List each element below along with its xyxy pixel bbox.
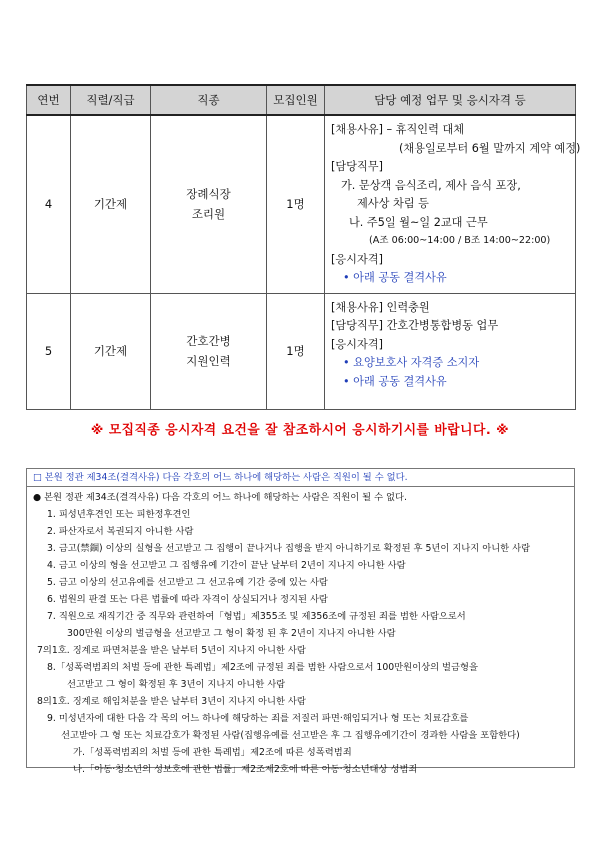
row-count: 1명 [267,293,325,409]
disqualification-box [26,468,575,775]
row-no: 4 [27,115,71,293]
row-grade: 기간제 [71,293,151,409]
rule-item: 1. 피성년후견인 또는 피한정후견인 [47,509,191,520]
row-duties [325,293,576,409]
notice-text: ※ 모집직종 응시자격 요건을 잘 참조하시어 응시하기시를 바랍니다. ※ [90,423,510,438]
row-job-line1: 간호간병 [186,334,231,348]
rule-item: 4. 금고 이상의 형을 선고받고 그 집행유예 기간이 끝난 날부터 2년이 지나지 아니한 사람 [47,560,406,571]
rule-subitem: 나.「아동·청소년의 성보호에 관한 법률」제2조제2호에 따른 아동·청소년대상 성범죄 [73,764,418,775]
table-row [27,115,576,293]
rule-item: 8의1호. 징계로 해임처분을 받은 날부터 3년이 지나지 아니한 사람 [37,696,306,707]
duty-line: • 아래 공동 결격사유 [343,374,447,388]
header-duties: 담당 예정 업무 및 응시자격 등 [325,85,576,115]
row-job [151,293,267,409]
rule-item: 5. 금고 이상의 선고유예를 선고받고 그 선고유예 기간 중에 있는 사람 [47,577,328,588]
header-job: 직종 [151,85,267,115]
duty-line: • 아래 공동 결격사유 [343,271,447,284]
rules-lead: ● 본원 정관 제34조(결격사유) 다음 각호의 어느 하나에 해당하는 사람은 직원이 될 수 없다. [33,492,407,503]
rule-item: 9. 미성년자에 대한 다음 각 목의 어느 하나에 해당하는 죄를 저질러 파면·해임되거나 형 또는 치료감호를 [47,713,469,724]
duty-line: • 요양보호사 자격증 소지자 [343,356,480,369]
row-duties [325,115,581,293]
row-job [151,115,267,293]
rules-header: □ 본원 정관 제34조(결격사유) 다음 각호의 어느 하나에 해당하는 사람은 직원이 될 수 없다. [27,469,574,487]
duty-line: 제사상 차림 등 [357,197,429,210]
rule-item-continued: 300만원 이상의 벌금형을 선고받고 그 형이 확정 된 후 2년이 지나지 아니한 사람 [67,628,396,639]
rule-item: 8.「성폭력범죄의 처벌 등에 관한 특례법」제2조에 규정된 죄를 범한 사람으로서 100만원이상의 벌금형을 [47,662,478,673]
table-row [27,293,576,409]
row-job-line1: 장례식장 [186,187,231,202]
rule-item-continued: 선고받고 그 형이 확정된 후 3년이 지나지 아니한 사람 [67,679,286,690]
header-no: 연번 [27,85,71,115]
rule-item: 3. 금고(禁錮) 이상의 실형을 선고받고 그 집행이 끝나거나 집행을 받지 아니하기로 확정된 후 5년이 지나지 아니한 사람 [47,543,531,554]
rule-subitem: 가.「성폭력범죄의 처벌 등에 관한 특례법」제2조에 따른 성폭력범죄 [73,747,352,758]
duty-line: [응시자격] [331,252,383,266]
duty-line: 가. 문상객 음식조리, 제사 음식 포장, [341,178,521,192]
row-job-line2: 조리원 [191,207,226,222]
row-grade: 기간제 [71,115,151,293]
duty-line: (A조 06:00~14:00 / B조 14:00~22:00) [369,235,551,246]
header-count: 모집인원 [267,85,325,115]
rule-item: 7의1호. 징계로 파면처분을 받은 날부터 5년이 지나지 아니한 사람 [37,645,306,656]
header-grade: 직렬/직급 [71,85,151,115]
rule-item: 6. 법원의 판결 또는 다른 법률에 따라 자격이 상실되거나 정지된 사람 [47,594,328,605]
rule-item: 7. 직원으로 재직기간 중 직무와 관련하여「형법」제355조 및 제356조에 규정된 죄를 범한 사람으로서 [47,611,466,622]
duty-line: (채용일로부터 6월 말까지 계약 예정) [399,141,581,155]
rule-item-continued: 선고받아 그 형 또는 치료감호가 확정된 사람(집행유예를 선고받은 후 그 집행유예기간이 경과한 사람을 포함한다) [61,730,520,741]
row-job-line2: 지원인력 [186,354,231,368]
duty-line: [채용사유] 인력충원 [331,300,430,314]
rule-item: 2. 파산자로서 복권되지 아니한 사람 [47,526,194,537]
duty-line: [담당직무] 간호간병통합병동 업무 [331,319,499,332]
rules-body [27,487,574,778]
duty-line: 나. 주5일 월~일 2교대 근무 [349,215,488,229]
recruitment-table [26,84,581,410]
duty-line: [채용사유] – 휴직인력 대체 [331,123,465,136]
table-header-row [27,85,576,115]
duty-line: [담당직무] [331,160,383,173]
row-no: 5 [27,293,71,409]
row-count: 1명 [267,115,325,293]
duty-line: [응시자격] [331,337,383,351]
